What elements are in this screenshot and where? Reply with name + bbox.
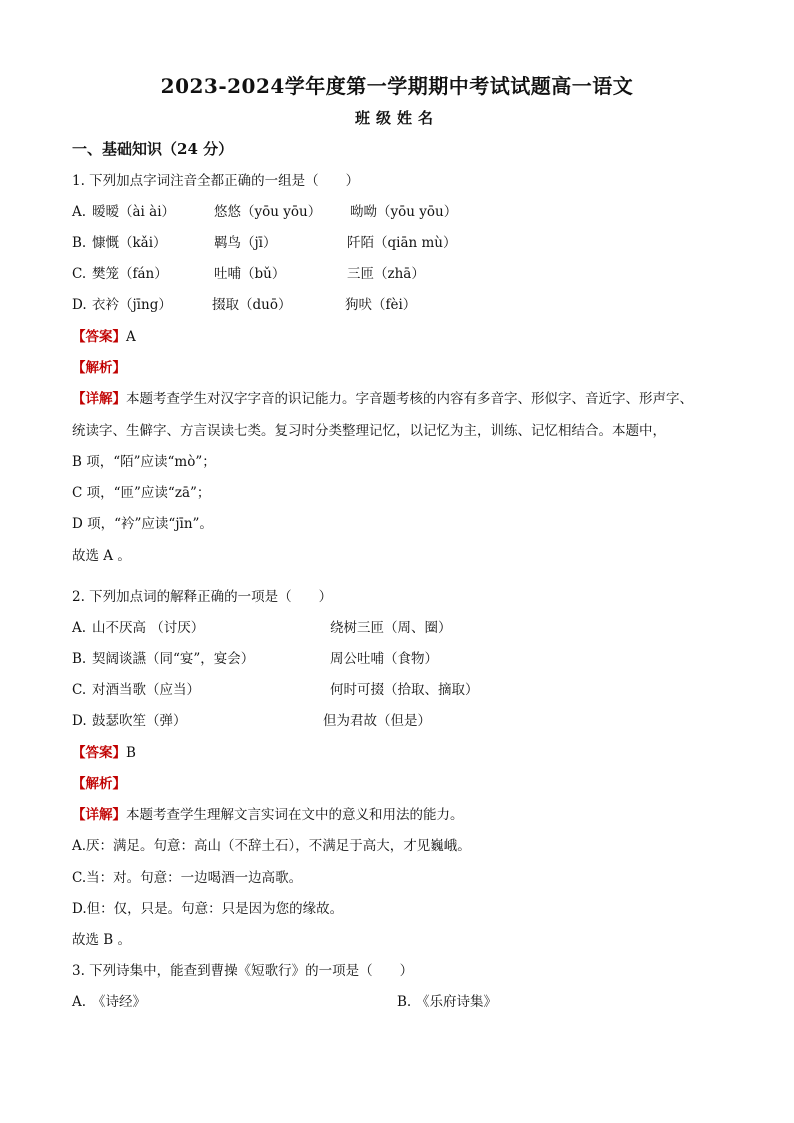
q2-detail-label: 【详解】 (72, 807, 126, 823)
q1-answer-label: 【答案】 (72, 329, 126, 345)
q2-option-b-letter: B. (72, 651, 87, 667)
q1-analysis-label: 【解析】 (72, 360, 126, 376)
q3-option-a: 《诗经》 (92, 994, 146, 1010)
q1-detail-text-1: 本题考查学生对汉字字音的识记能力。字音题考核的内容有多音字、形似字、音近字、形声字、 (126, 391, 693, 407)
q1-option-a-item-1: 暧暧（ài ài） (92, 204, 176, 220)
q1-option-c-item-2: 吐哺（bǔ） (214, 266, 286, 282)
q1-option-c-item-3: 三匝（zhā） (347, 266, 425, 282)
q1-analysis (72, 358, 126, 378)
page-title: 2023-2024学年度第一学期期中考试试题高一语文 (160, 74, 634, 98)
q2-option-b-item-1: 契阔谈讌（同“宴”，宴会） (92, 651, 255, 667)
section-heading: 一、基础知识（24 分） (72, 140, 234, 158)
q1-detail-line-4: C 项，“匝”应读“zā”； (72, 485, 211, 501)
q2-detail-line-3: C.当：对。句意：一边喝酒一边高歌。 (72, 870, 303, 886)
q2-option-c-letter: C. (72, 682, 87, 698)
q2-detail-line-1 (72, 805, 464, 825)
q1-detail-line-3: B 项，“陌”应读“mò”； (72, 454, 216, 470)
q2-option-d-item-2: 但为君故（但是） (323, 713, 431, 729)
q2-detail-line-5: 故选 B 。 (72, 932, 132, 948)
q1-detail-line-2: 统读字、生僻字、方言误读七类。复习时分类整理记忆，以记忆为主，训练、记忆相结合。本题中， (72, 423, 666, 439)
q1-detail-line-1 (72, 389, 693, 409)
q3-option-b: 《乐府诗集》 (416, 994, 497, 1010)
q2-analysis (72, 774, 126, 794)
q1-option-d-item-1: 衣衿（jīng） (92, 297, 172, 313)
q1-option-d-item-3: 狗吠（fèi） (345, 297, 417, 313)
class-name-line: 班级姓名 (354, 109, 439, 127)
q1-answer (72, 327, 136, 347)
q1-option-d-item-2: 掇取（duō） (212, 297, 292, 313)
question-2-stem: 2. 下列加点词的解释正确的一项是（ ） (72, 589, 333, 605)
q1-option-b-letter: B. (72, 235, 87, 251)
q1-option-a-item-3: 呦呦（yōu yōu） (350, 204, 458, 220)
q1-answer-value: A (126, 329, 136, 345)
q1-detail-line-5: D 项，“衿”应读“jīn”。 (72, 516, 213, 532)
question-1-stem: 1. 下列加点字词注音全都正确的一组是（ ） (72, 173, 360, 189)
q1-option-c-item-1: 樊笼（fán） (92, 266, 168, 282)
q1-option-c-letter: C. (72, 266, 87, 282)
q3-option-a-letter: A. (72, 994, 87, 1010)
q2-answer-label: 【答案】 (72, 745, 126, 761)
q2-answer (72, 743, 136, 763)
q2-option-c-item-2: 何时可掇（拾取、摘取） (330, 682, 479, 698)
q3-option-b-letter: B. (397, 994, 412, 1010)
q1-option-b-item-3: 阡陌（qiān mù） (347, 235, 457, 251)
q2-detail-line-4: D.但：仅，只是。句意：只是因为您的缘故。 (72, 901, 344, 917)
q2-analysis-label: 【解析】 (72, 776, 126, 792)
q1-option-a-item-2: 悠悠（yōu yōu） (214, 204, 322, 220)
q1-detail-label: 【详解】 (72, 391, 126, 407)
q2-detail-text-1: 本题考查学生理解文言实词在文中的意义和用法的能力。 (126, 807, 464, 823)
q1-option-b-item-1: 慷慨（kǎi） (92, 235, 167, 251)
q2-answer-value: B (126, 745, 136, 761)
question-3-stem: 3. 下列诗集中，能查到曹操《短歌行》的一项是（ ） (72, 963, 414, 979)
q2-option-a-letter: A. (72, 620, 87, 636)
q2-option-a-item-2: 绕树三匝（周、圈） (330, 620, 452, 636)
q2-option-b-item-2: 周公吐哺（食物） (330, 651, 438, 667)
q1-option-a-letter: A. (72, 204, 87, 220)
q2-option-d-item-1: 鼓瑟吹笙（弹） (92, 713, 187, 729)
q2-option-a-item-1: 山不厌高 （讨厌） (92, 620, 205, 636)
q1-detail-line-6: 故选 A 。 (72, 548, 131, 564)
q1-option-b-item-2: 羁鸟（jī） (214, 235, 277, 251)
q2-option-d-letter: D. (72, 713, 87, 729)
q2-detail-line-2: A.厌：满足。句意：高山（不辞土石），不满足于高大，才见巍峨。 (72, 838, 471, 854)
q2-option-c-item-1: 对酒当歌（应当） (92, 682, 200, 698)
q1-option-d-letter: D. (72, 297, 87, 313)
